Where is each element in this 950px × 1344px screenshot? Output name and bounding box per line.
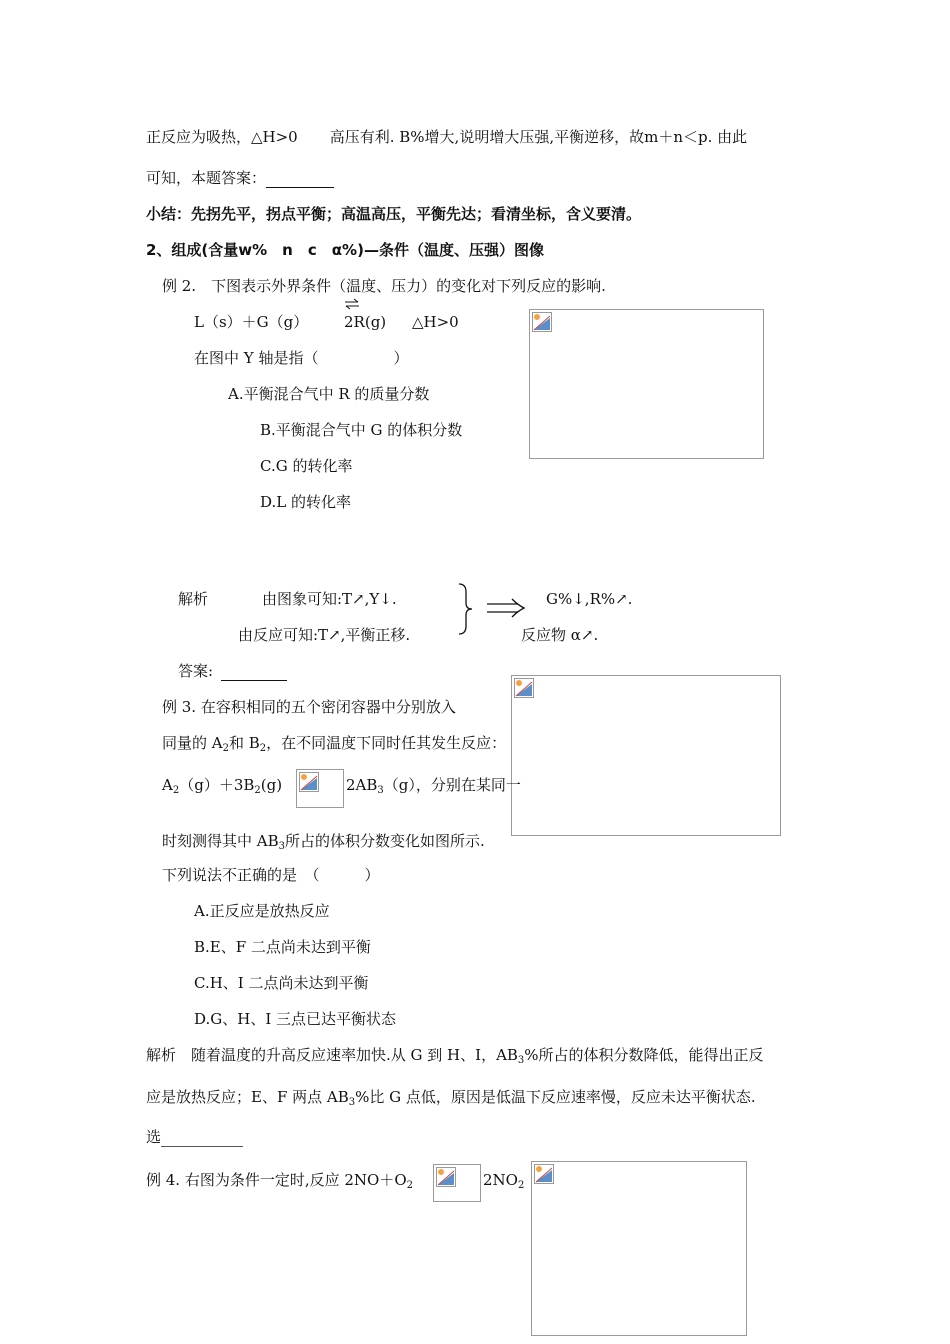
text-fragment: %所占的体积分数降低，能得出正反 — [524, 1046, 764, 1064]
answer-label: 答案: — [178, 662, 214, 680]
equation-left — [162, 775, 282, 795]
choose-label: 选 — [146, 1128, 162, 1146]
text-fragment: 同量的 A — [162, 734, 223, 752]
choose-line — [146, 1127, 243, 1147]
answer-line — [178, 661, 287, 681]
text-line — [162, 733, 506, 753]
figure-placeholder — [511, 675, 781, 836]
broken-image-icon — [299, 772, 319, 792]
broken-image-icon — [534, 1164, 554, 1184]
text-fragment: 例 2. 下图表示外界条件（温度、压力）的变化对下列反应的影响 — [162, 277, 602, 295]
text-line — [146, 127, 747, 147]
option-c: C.H、I 二点尚未达到平衡 — [194, 974, 369, 992]
question-text: 在图中 Y 轴是指（ ） — [194, 349, 409, 367]
text-fragment: A — [162, 776, 173, 794]
option-d: D.L 的转化率 — [260, 493, 351, 511]
text-line — [162, 831, 485, 851]
text-fragment: 可知，本题答案： — [146, 169, 267, 187]
analysis-line-2: 由反应可知:T↗,平衡正移. — [238, 626, 411, 644]
option-b: B.E、F 二点尚未达到平衡 — [194, 938, 371, 956]
answer-blank[interactable] — [266, 171, 334, 188]
option-a: A.正反应是放热反应 — [194, 902, 330, 920]
broken-image-icon — [436, 1167, 456, 1187]
text-fragment: 某同一 — [475, 776, 521, 794]
broken-image-icon — [514, 678, 534, 698]
subscript: 2 — [172, 785, 180, 796]
subscript: 2 — [259, 743, 267, 754]
right-brace-icon — [456, 582, 474, 640]
text-fragment: 所占的体积分数变化如图所示. — [285, 832, 485, 850]
example-title: 例 3. 在容积相同的五个密闭容器中分别放入 — [162, 698, 456, 716]
result-line-1: G%↓,R%↗. — [546, 590, 633, 608]
analysis-line-2 — [146, 1087, 756, 1107]
section-heading: 2、组成(含量w% n c α%)—条件（温度、压强）图像 — [146, 241, 544, 259]
text-fragment: 应是放热反应；E、F 两点 AB — [146, 1088, 349, 1106]
answer-blank[interactable] — [221, 664, 287, 681]
broken-image-icon — [532, 312, 552, 332]
subscript: 2 — [517, 1180, 525, 1191]
answer-blank[interactable] — [161, 1130, 243, 1147]
option-b: B.平衡混合气中 G 的体积分数 — [260, 421, 463, 439]
implies-arrow-icon — [486, 597, 526, 623]
text-fragment: 解析 随着温度的升高反应速率加快.从 G 到 H、I，AB — [146, 1046, 518, 1064]
equilibrium-symbol-placeholder — [433, 1164, 481, 1202]
summary-text: 小结：先拐先平，拐点平衡；高温高压，平衡先达；看清坐标，含义要清。 — [146, 205, 642, 223]
question-text: 下列说法不正确的是 （ ） — [162, 866, 380, 884]
text-fragment: (g) — [260, 776, 283, 794]
subscript: 3 — [278, 841, 285, 852]
subscript: 3 — [348, 1097, 356, 1108]
text-line — [146, 168, 334, 188]
subscript: 2 — [406, 1180, 414, 1191]
text-fragment: . B%增大,说明增大压强,平衡逆移，故m＋n＜p. 由此 — [389, 128, 748, 146]
subscript: 2 — [222, 743, 229, 754]
option-d: D.G、H、I 三点已达平衡状态 — [194, 1010, 397, 1028]
subscript: 2 — [254, 785, 261, 796]
text-fragment: （g），分别在 — [383, 776, 476, 794]
figure-placeholder — [529, 309, 764, 459]
reaction-enthalpy: △H>0 — [412, 313, 459, 331]
text-fragment: . — [601, 277, 606, 295]
analysis-label: 解析 — [178, 590, 209, 608]
text-fragment: 高压有利 — [329, 128, 390, 146]
text-line — [483, 1170, 524, 1190]
subscript: 3 — [377, 785, 384, 796]
text-fragment: ，在不同温度下同时任其发生反应： — [266, 734, 507, 752]
option-a: A.平衡混合气中 R 的质量分数 — [228, 385, 430, 403]
example-title — [146, 1170, 413, 1190]
equation-right — [346, 775, 521, 795]
analysis-line-1 — [146, 1045, 764, 1065]
subscript: 3 — [517, 1055, 525, 1066]
text-fragment: 2NO — [483, 1171, 518, 1189]
option-c: C.G 的转化率 — [260, 457, 353, 475]
text-fragment: 例 4. 右图为条件一定时,反应 2NO＋O — [146, 1171, 407, 1189]
text-fragment: 2AB — [346, 776, 378, 794]
example-title — [162, 276, 606, 296]
text-fragment: 时刻测得其中 AB — [162, 832, 279, 850]
result-line-2: 反应物 α↗. — [521, 626, 599, 644]
text-fragment: （g）＋3B — [179, 776, 255, 794]
text-fragment: 正反应为吸热，△H>0 — [146, 128, 298, 146]
reaction-left: L（s）＋G（g） — [194, 313, 309, 331]
reaction-right: 2R(g) — [344, 313, 387, 331]
figure-placeholder — [531, 1161, 747, 1336]
analysis-line-1: 由图象可知:T↗,Y↓. — [262, 590, 397, 608]
text-fragment: 和 B — [228, 734, 260, 752]
equilibrium-symbol-placeholder — [296, 769, 344, 808]
equilibrium-arrow-icon — [344, 298, 360, 312]
text-fragment: %比 G 点低，原因是低温下反应速率慢，反应未达平衡状态. — [355, 1088, 756, 1106]
